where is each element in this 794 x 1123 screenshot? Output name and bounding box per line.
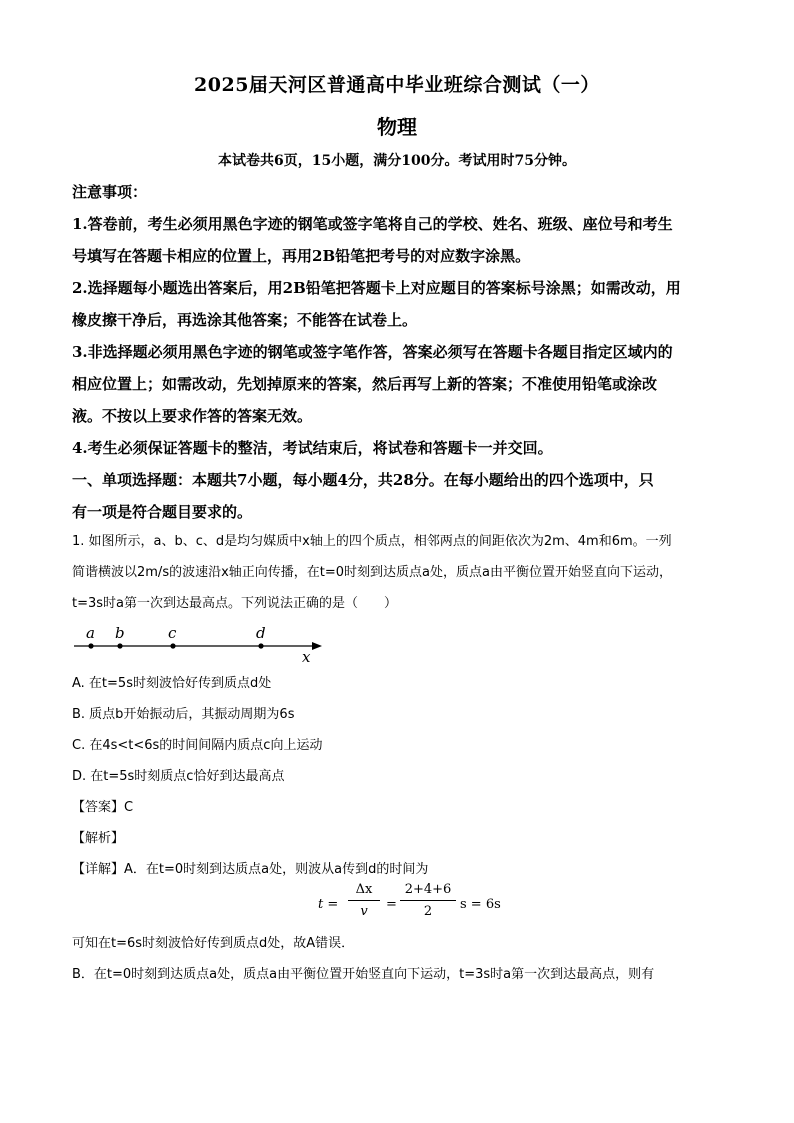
question-1-line2: 简谐横波以2m/s的波速沿x轴正向传播，在t=0时刻到达质点a处，质点a由平衡位置开始竖直向下运动， bbox=[72, 565, 672, 580]
notice-block bbox=[72, 176, 732, 528]
section1-line2: 有一项是符合题目要求的。 bbox=[72, 503, 253, 521]
point-c bbox=[170, 643, 175, 648]
formula-fraction-1 bbox=[348, 882, 380, 919]
label-b: b bbox=[115, 624, 125, 642]
notice-item-3c: 液。不按以上要求作答的答案无效。 bbox=[72, 407, 313, 425]
point-b bbox=[117, 643, 122, 648]
option-a: A. 在t=5s时刻波恰好传到质点d处 bbox=[72, 676, 272, 691]
label-a: a bbox=[86, 624, 95, 642]
notice-item-2a: 2.选择题每小题选出答案后，用2B铅笔把答题卡上对应题目的答案标号涂黑；如需改动，用 bbox=[72, 279, 681, 297]
question-1-stem bbox=[72, 526, 732, 619]
formula-rhs: s = 6s bbox=[460, 897, 501, 912]
time-formula bbox=[318, 882, 518, 930]
detail-line-3: B．在t=0时刻到达质点a处，质点a由平衡位置开始竖直向下运动，t=3s时a第一次到达最高点，则有 bbox=[72, 967, 655, 982]
label-x: x bbox=[302, 648, 311, 664]
answer-tag: 【答案】C bbox=[72, 800, 134, 815]
notice-item-1b: 号填写在答题卡相应的位置上，再用2B铅笔把考号的对应数字涂黑。 bbox=[72, 247, 531, 265]
label-d: d bbox=[256, 624, 266, 642]
detail-line-2: 可知在t=6s时刻波恰好传到质点d处，故A错误． bbox=[72, 936, 355, 951]
point-d bbox=[258, 643, 263, 648]
formula-eq: = bbox=[386, 897, 397, 912]
formula-den-2: 2 bbox=[423, 904, 433, 919]
notice-item-2b: 橡皮擦干净后，再选涂其他答案；不能答在试卷上。 bbox=[72, 311, 418, 329]
point-a bbox=[88, 643, 93, 648]
formula-lhs: t = bbox=[318, 897, 339, 912]
notice-item-3a: 3.非选择题必须用黑色字迹的钢笔或签字笔作答，答案必须写在答题卡各题目指定区域内的 bbox=[72, 343, 673, 361]
section1-line1: 一、单项选择题：本题共7小题，每小题4分，共28分。在每小题给出的四个选项中，只 bbox=[72, 471, 654, 489]
formula-num-2: 2+4+6 bbox=[404, 882, 452, 897]
label-c: c bbox=[168, 624, 177, 642]
option-c: C. 在4s<t<6s的时间间隔内质点c向上运动 bbox=[72, 738, 323, 753]
subject-title: 物理 bbox=[377, 115, 417, 139]
option-b: B. 质点b开始振动后，其振动周期为6s bbox=[72, 707, 295, 722]
formula-den-1: v bbox=[360, 904, 368, 919]
option-d: D. 在t=5s时刻质点c恰好到达最高点 bbox=[72, 769, 285, 784]
notice-item-3b: 相应位置上；如需改动，先划掉原来的答案，然后再写上新的答案；不准使用铅笔或涂改 bbox=[72, 375, 658, 393]
notice-item-1a: 1.答卷前，考生必须用黑色字迹的钢笔或签字笔将自己的学校、姓名、班级、座位号和考生 bbox=[72, 215, 673, 233]
exam-meta: 本试卷共6页，15小题，满分100分。考试用时75分钟。 bbox=[218, 153, 576, 169]
detail-line-1: 【详解】A．在t=0时刻到达质点a处，则波从a传到d的时间为 bbox=[72, 862, 429, 877]
question-1-line3: t=3s时a第一次到达最高点。下列说法正确的是（ ） bbox=[72, 596, 398, 611]
analysis-tag: 【解析】 bbox=[72, 831, 125, 846]
formula-fraction-2 bbox=[400, 882, 456, 919]
question-1-line1: 1. 如图所示，a、b、c、d是均匀媒质中x轴上的四个质点，相邻两点的间距依次为2m、4m和6m。一列 bbox=[72, 534, 672, 549]
notice-heading: 注意事项： bbox=[72, 183, 148, 201]
question-1-figure bbox=[72, 622, 332, 664]
x-axis-arrow-icon bbox=[312, 642, 322, 650]
notice-item-4: 4.考生必须保证答题卡的整洁，考试结束后，将试卷和答题卡一并交回。 bbox=[72, 439, 553, 457]
exam-title: 2025届天河区普通高中毕业班综合测试（一） bbox=[194, 74, 600, 96]
formula-num-1: Δx bbox=[355, 882, 373, 897]
